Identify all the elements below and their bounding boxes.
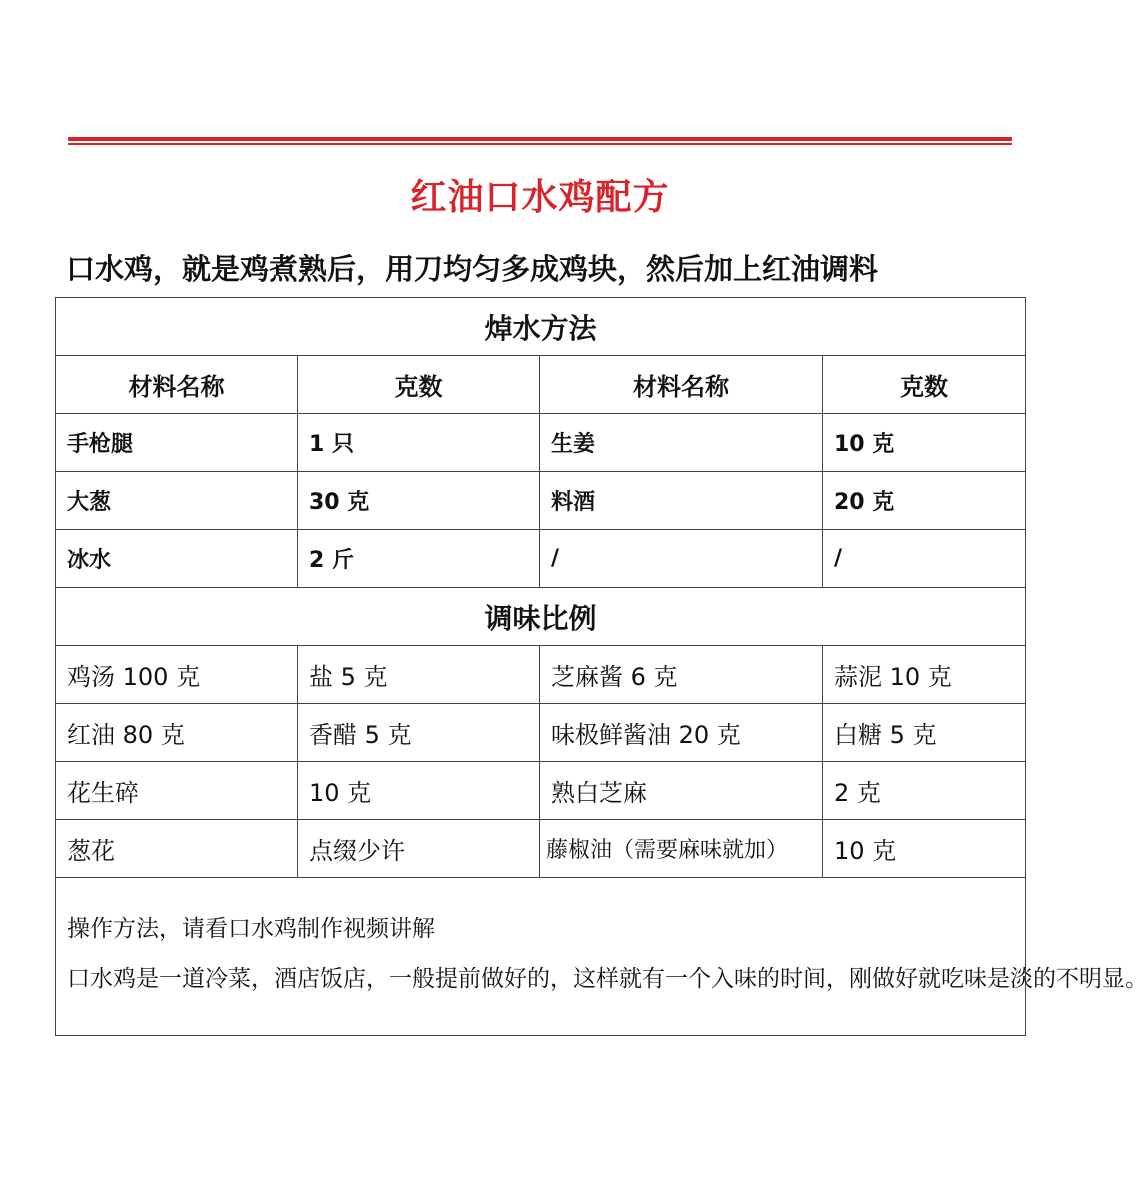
seasoning-heading-row xyxy=(56,588,1026,646)
table-cell: 点缀少许 xyxy=(298,820,540,878)
table-cell: 2 克 xyxy=(823,762,1026,820)
table-row xyxy=(56,704,1026,762)
table-row xyxy=(56,820,1026,878)
table-cell: 生姜 xyxy=(540,414,823,472)
column-header-ingredient: 材料名称 xyxy=(540,356,823,414)
table-cell: 花生碎 xyxy=(56,762,298,820)
page-subtitle: 口水鸡，就是鸡煮熟后，用刀均匀多成鸡块，然后加上红油调料 xyxy=(66,252,879,286)
table-cell: 盐 5 克 xyxy=(298,646,540,704)
notes-cell xyxy=(56,878,1148,1036)
column-header-ingredient: 材料名称 xyxy=(56,356,298,414)
table-cell: 熟白芝麻 xyxy=(540,762,823,820)
table-cell: 10 克 xyxy=(823,414,1026,472)
table-row xyxy=(56,530,1026,588)
table-row xyxy=(56,646,1026,704)
table-cell: 手枪腿 xyxy=(56,414,298,472)
top-divider-thin xyxy=(68,143,1012,145)
column-header-amount: 克数 xyxy=(823,356,1026,414)
table-cell: 葱花 xyxy=(56,820,298,878)
blanching-column-header-row xyxy=(56,356,1026,414)
table-cell: 芝麻酱 6 克 xyxy=(540,646,823,704)
method-note: 操作方法，请看口水鸡制作视频讲解 xyxy=(67,915,435,942)
table-cell: 20 克 xyxy=(823,472,1026,530)
table-cell: 白糖 5 克 xyxy=(823,704,1026,762)
table-row xyxy=(56,762,1026,820)
seasoning-heading: 调味比例 xyxy=(56,588,1026,646)
table-cell: 蒜泥 10 克 xyxy=(823,646,1026,704)
table-cell: 香醋 5 克 xyxy=(298,704,540,762)
table-cell: 味极鲜酱油 20 克 xyxy=(540,704,823,762)
page-title: 红油口水鸡配方 xyxy=(410,177,670,218)
table-cell: 10 克 xyxy=(823,820,1026,878)
table-cell: 1 只 xyxy=(298,414,540,472)
table-cell: 鸡汤 100 克 xyxy=(56,646,298,704)
table-row xyxy=(56,472,1026,530)
table-cell: / xyxy=(823,530,1026,588)
table-cell: 料酒 xyxy=(540,472,823,530)
table-cell: 10 克 xyxy=(298,762,540,820)
recipe-table xyxy=(55,297,1148,1036)
column-header-amount: 克数 xyxy=(298,356,540,414)
table-row xyxy=(56,414,1026,472)
table-cell: 30 克 xyxy=(298,472,540,530)
table-cell: 冰水 xyxy=(56,530,298,588)
table-cell: / xyxy=(540,530,823,588)
notes-row xyxy=(56,878,1026,1036)
table-cell: 藤椒油（需要麻味就加） xyxy=(540,820,823,878)
description-note: 口水鸡是一道冷菜，酒店饭店，一般提前做好的，这样就有一个入味的时间，刚做好就吃味是淡的不明显。 xyxy=(67,965,1148,992)
top-divider-thick xyxy=(68,137,1012,141)
blanching-heading: 焯水方法 xyxy=(56,298,1026,356)
table-cell: 红油 80 克 xyxy=(56,704,298,762)
table-cell: 大葱 xyxy=(56,472,298,530)
table-cell: 2 斤 xyxy=(298,530,540,588)
blanching-heading-row xyxy=(56,298,1026,356)
